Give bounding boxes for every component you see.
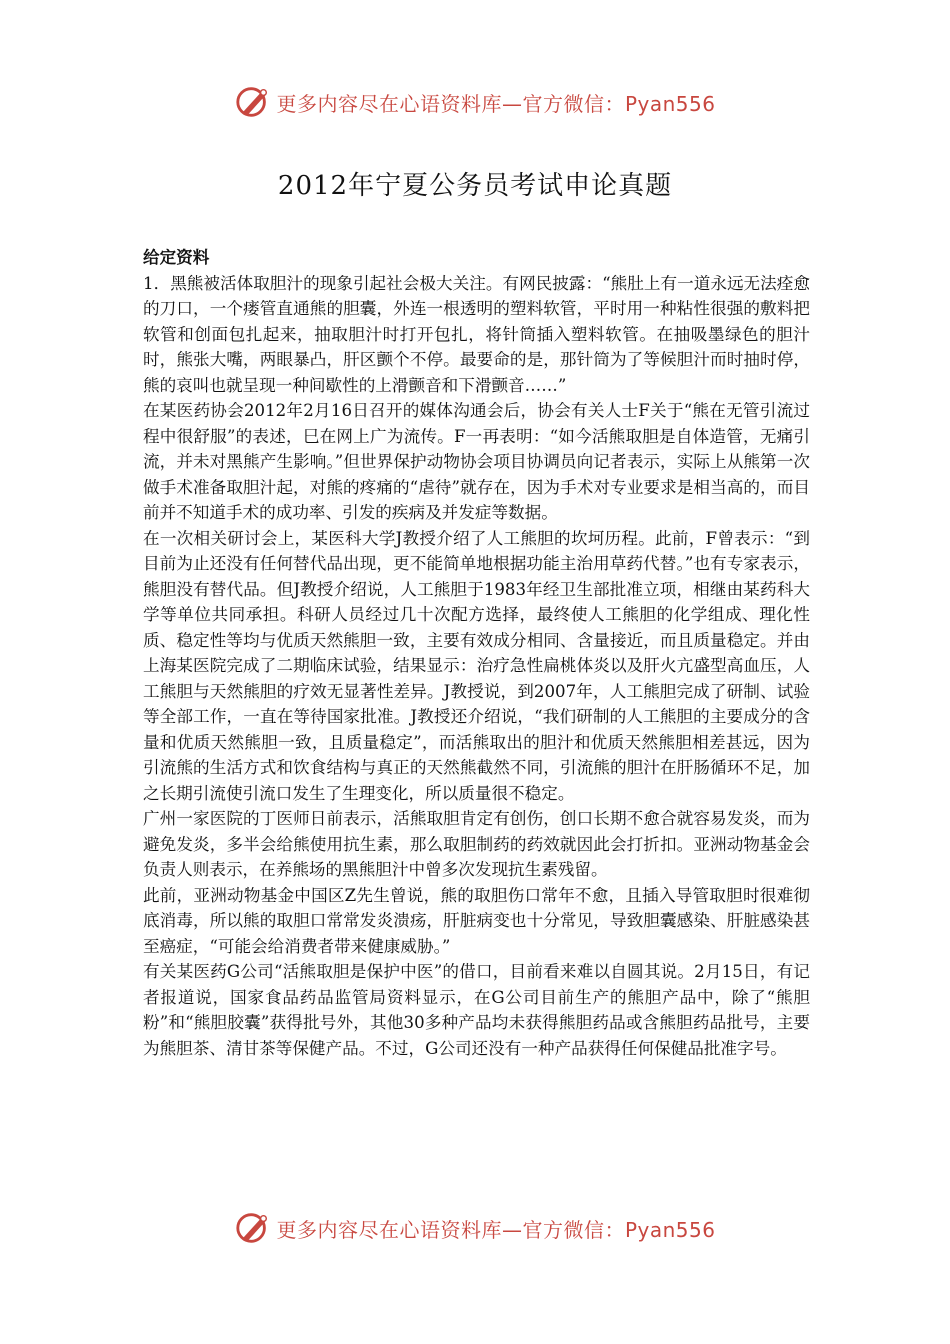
document-body [143,245,810,1061]
footer-banner [0,1208,950,1248]
paragraph: 广州一家医院的丁医师日前表示，活熊取胆肯定有创伤，创口长期不愈合就容易发炎，而为避免发炎，多半会给熊使用抗生素，那么取胆制药的药效就因此会打折扣。亚洲动物基金会负责人则表示，在养熊场的黑熊胆汁中曾多次发现抗生素残留。 [143,809,810,879]
pen-logo-icon [234,1209,272,1247]
pen-logo-icon [234,83,272,121]
paragraph: 1．黑熊被活体取胆汁的现象引起社会极大关注。有网民披露：“熊肚上有一道永远无法痊愈的刀口，一个瘘管直通熊的胆囊，外连一根透明的塑料软管，平时用一种粘性很强的敷料把软管和创面包扎起来，抽取胆汁时打开包扎，将针筒插入塑料软管。在抽吸墨绿色的胆汁时，熊张大嘴，两眼暴凸，肝区颤个不停。最要命的是，那针筒为了等候胆汁而时抽时停，熊的哀叫也就呈现一种间歇性的上滑颤音和下滑颤音……” [143,273,810,395]
header-banner [0,82,950,122]
paragraph: 此前，亚洲动物基金中国区Z先生曾说，熊的取胆伤口常年不愈，且插入导管取胆时很难彻底消毒，所以熊的取胆口常常发炎溃疡，肝脏病变也十分常见，导致胆囊感染、肝脏感染甚至癌症，“可能会给消费者带来健康威胁。” [143,885,810,956]
section-heading: 给定资料 [143,247,210,267]
paragraph: 在一次相关研讨会上，某医科大学J教授介绍了人工熊胆的坎坷历程。此前，F曾表示：“到目前为止还没有任何替代品出现，更不能简单地根据功能主治用草药代替。”也有专家表示，熊胆没有替代品。但J教授介绍说，人工熊胆于1983年经卫生部批准立项，相继由某药科大学等单位共同承担。科研人员经过几十次配方选择，最终使人工熊胆的化学组成、理化性质、稳定性等均与优质天然熊胆一致，主要有效成分相同、含量接近，而且质量稳定。并由上海某医院完成了二期临床试验，结果显示：治疗急性扁桃体炎以及肝火亢盛型高血压，人工熊胆与天然熊胆的疗效无显著性差异。J教授说，到2007年，人工熊胆完成了研制、试验等全部工作，一直在等待国家批准。J教授还介绍说，“我们研制的人工熊胆的主要成分的含量和优质天然熊胆一致，且质量稳定”，而活熊取出的胆汁和优质天然熊胆相差甚远，因为引流熊的生活方式和饮食结构与真正的天然熊截然不同，引流熊的胆汁在肝肠循环不足，加之长期引流使引流口发生了生理变化，所以质量很不稳定。 [143,528,810,803]
paragraph: 在某医药协会2012年2月16日召开的媒体沟通会后，协会有关人士F关于“熊在无管引流过程中很舒服”的表述，巳在网上广为流传。F一再表明：“如今活熊取胆是自体造管，无痛引流，并未对黑熊产生影响。”但世界保护动物协会项目协调员向记者表示，实际上从熊第一次做手术准备取胆汁起，对熊的疼痛的“虐待”就存在，因为手术对专业要求是相当高的，而目前并不知道手术的成功率、引发的疾病及并发症等数据。 [143,401,810,522]
banner-text: 更多内容尽在心语资料库—官方微信：Pyan556 [276,1217,716,1242]
banner-text: 更多内容尽在心语资料库—官方微信：Pyan556 [276,91,716,116]
page-title: 2012年宁夏公务员考试申论真题 [277,171,673,202]
paragraph: 有关某医药G公司“活熊取胆是保护中医”的借口，目前看来难以自圆其说。2月15日，有记者报道说，国家食品药品监管局资料显示，在G公司目前生产的熊胆产品中，除了“熊胆粉”和“熊胆胶囊”获得批号外，其他30多种产品均未获得熊胆药品或含熊胆药品批号，主要为熊胆茶、清甘茶等保健产品。不过，G公司还没有一种产品获得任何保健品批准字号。 [143,962,810,1058]
